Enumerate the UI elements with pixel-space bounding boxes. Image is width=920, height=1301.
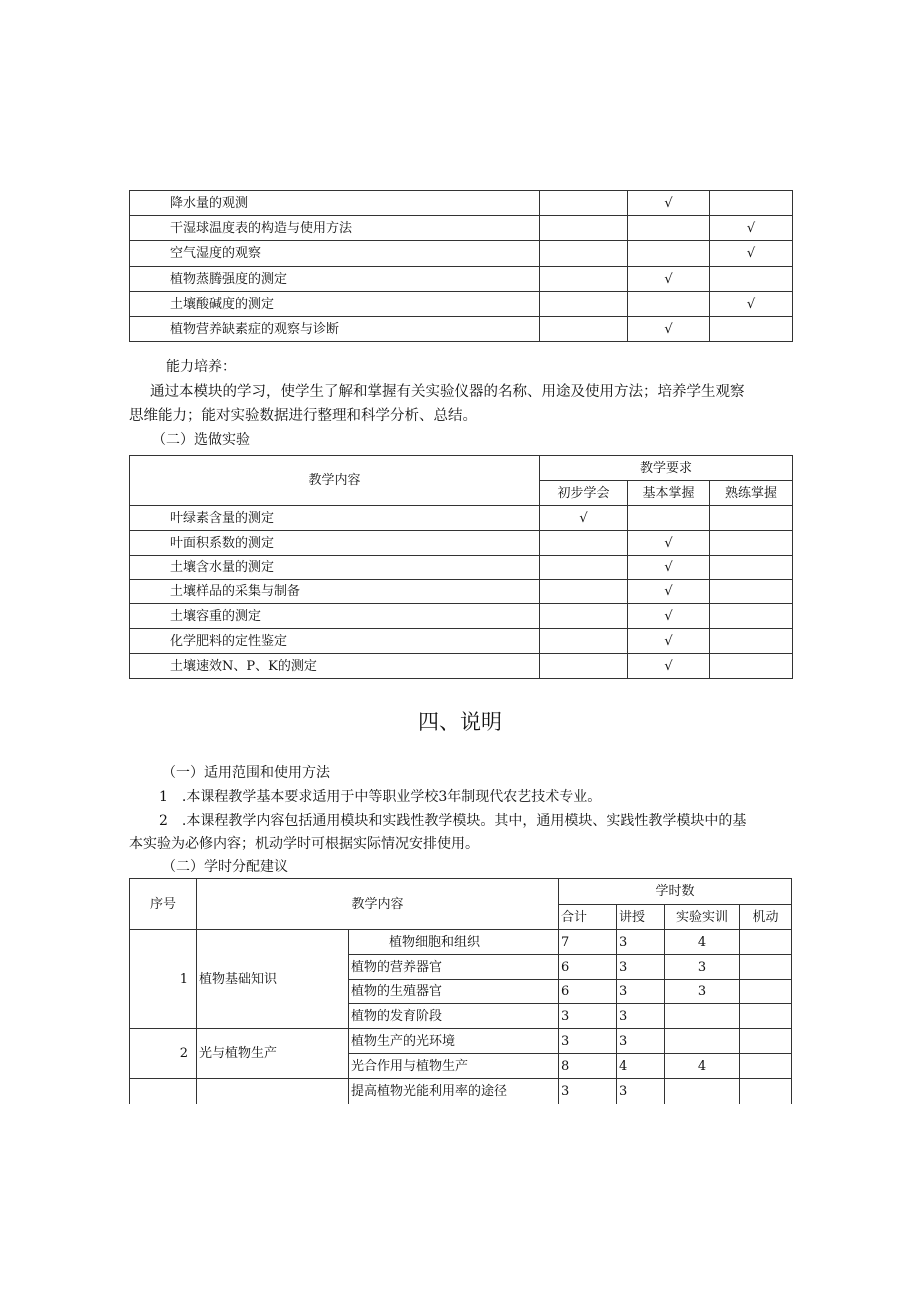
lecture-header: 讲授 bbox=[617, 905, 665, 930]
note-2-line1: 2 .本课程教学内容包括通用模块和实践性教学模块。其中，通用模块、实践性教学模块中的基 bbox=[159, 813, 747, 829]
level-header: 基本掌握 bbox=[628, 481, 710, 506]
experiment-name: 土壤速效N、P、K的测定 bbox=[130, 654, 540, 679]
ability-text-line1: 通过本模块的学习，使学生了解和掌握有关实验仪器的名称、用途及使用方法；培养学生观察 bbox=[150, 384, 745, 400]
check-cell bbox=[540, 556, 628, 580]
lab-hours: 4 bbox=[665, 930, 740, 955]
notes-heading-scope: （一）适用范围和使用方法 bbox=[162, 765, 330, 781]
check-cell: √ bbox=[628, 580, 710, 604]
requirement-header: 教学要求 bbox=[540, 456, 793, 481]
check-cell: √ bbox=[628, 556, 710, 580]
lecture-hours: 3 bbox=[617, 980, 665, 1004]
check-cell bbox=[540, 216, 628, 241]
lab-hours bbox=[665, 1079, 740, 1104]
check-cell: √ bbox=[628, 654, 710, 679]
topic: 光合作用与植物生产 bbox=[349, 1054, 559, 1079]
experiment-name: 空气湿度的观察 bbox=[130, 241, 540, 267]
experiment-name: 干湿球温度表的构造与使用方法 bbox=[130, 216, 540, 241]
experiment-name: 土壤酸碱度的测定 bbox=[130, 292, 540, 317]
group-number: 1 bbox=[130, 930, 197, 1029]
notes-heading-hours: （二）学时分配建议 bbox=[162, 859, 288, 875]
check-cell: √ bbox=[628, 604, 710, 629]
table-row bbox=[130, 506, 793, 531]
level-header: 熟练掌握 bbox=[710, 481, 793, 506]
check-cell bbox=[628, 506, 710, 531]
note-2-line2: 本实验为必修内容；机动学时可根据实际情况安排使用。 bbox=[129, 836, 479, 852]
check-cell bbox=[710, 531, 793, 556]
check-cell bbox=[540, 267, 628, 292]
flex-hours bbox=[740, 1054, 792, 1079]
group-number bbox=[130, 1079, 197, 1104]
experiment-name: 植物蒸腾强度的测定 bbox=[130, 267, 540, 292]
content-header: 教学内容 bbox=[197, 879, 559, 930]
check-cell: √ bbox=[710, 241, 793, 267]
check-cell bbox=[540, 654, 628, 679]
check-cell bbox=[628, 292, 710, 317]
check-cell bbox=[540, 629, 628, 654]
topic: 提高植物光能利用率的途径 bbox=[349, 1079, 559, 1104]
check-cell bbox=[540, 241, 628, 267]
note-1: 1 .本课程教学基本要求适用于中等职业学校3年制现代农艺技术专业。 bbox=[159, 789, 602, 805]
flex-hours bbox=[740, 980, 792, 1004]
total-hours: 6 bbox=[559, 955, 617, 980]
level-header: 初步学会 bbox=[540, 481, 628, 506]
topic: 植物生产的光环境 bbox=[349, 1029, 559, 1054]
required-experiments-table-continued bbox=[129, 190, 793, 342]
lab-hours: 3 bbox=[665, 980, 740, 1004]
table-row bbox=[130, 267, 793, 292]
table-row bbox=[130, 292, 793, 317]
experiment-name: 植物营养缺素症的观察与诊断 bbox=[130, 317, 540, 342]
table-row bbox=[130, 930, 792, 955]
table-row bbox=[130, 191, 793, 216]
total-hours: 8 bbox=[559, 1054, 617, 1079]
total-hours: 3 bbox=[559, 1004, 617, 1029]
ability-heading: 能力培养： bbox=[166, 359, 236, 375]
lab-hours bbox=[665, 1004, 740, 1029]
check-cell: √ bbox=[628, 317, 710, 342]
table-row bbox=[130, 1079, 792, 1104]
total-hours: 7 bbox=[559, 930, 617, 955]
check-cell bbox=[540, 191, 628, 216]
group-name: 植物基础知识 bbox=[197, 930, 349, 1029]
table-row bbox=[130, 629, 793, 654]
section-title: 四、说明 bbox=[418, 710, 502, 734]
group-name: 光与植物生产 bbox=[197, 1029, 349, 1079]
header-row bbox=[130, 456, 793, 481]
table-row bbox=[130, 604, 793, 629]
total-header: 合计 bbox=[559, 905, 617, 930]
check-cell bbox=[540, 292, 628, 317]
check-cell: √ bbox=[710, 216, 793, 241]
table-row bbox=[130, 216, 793, 241]
check-cell bbox=[710, 556, 793, 580]
table-row bbox=[130, 580, 793, 604]
total-hours: 3 bbox=[559, 1029, 617, 1054]
experiment-name: 降水量的观测 bbox=[130, 191, 540, 216]
topic: 植物的生殖器官 bbox=[349, 980, 559, 1004]
check-cell bbox=[710, 629, 793, 654]
total-hours: 3 bbox=[559, 1079, 617, 1104]
topic: 植物的发育阶段 bbox=[349, 1004, 559, 1029]
lab-hours bbox=[665, 1029, 740, 1054]
lab-hours: 4 bbox=[665, 1054, 740, 1079]
check-cell bbox=[710, 317, 793, 342]
lecture-hours: 3 bbox=[617, 955, 665, 980]
experiment-name: 土壤容重的测定 bbox=[130, 604, 540, 629]
lab-header: 实验实训 bbox=[665, 905, 740, 930]
flex-hours bbox=[740, 1029, 792, 1054]
check-cell bbox=[540, 531, 628, 556]
lecture-hours: 3 bbox=[617, 1004, 665, 1029]
experiment-name: 化学肥料的定性鉴定 bbox=[130, 629, 540, 654]
check-cell: √ bbox=[540, 506, 628, 531]
check-cell bbox=[710, 654, 793, 679]
total-hours: 6 bbox=[559, 980, 617, 1004]
experiment-name: 叶绿素含量的测定 bbox=[130, 506, 540, 531]
hours-allocation-table bbox=[129, 878, 792, 1104]
table-row bbox=[130, 654, 793, 679]
check-cell bbox=[540, 317, 628, 342]
check-cell bbox=[540, 604, 628, 629]
content-header: 教学内容 bbox=[130, 456, 540, 506]
check-cell bbox=[540, 580, 628, 604]
check-cell bbox=[710, 604, 793, 629]
experiment-name: 叶面积系数的测定 bbox=[130, 531, 540, 556]
group-number: 2 bbox=[130, 1029, 197, 1079]
check-cell: √ bbox=[710, 292, 793, 317]
lecture-hours: 4 bbox=[617, 1054, 665, 1079]
check-cell: √ bbox=[628, 267, 710, 292]
optional-experiments-heading: （二）选做实验 bbox=[152, 432, 250, 448]
table-row bbox=[130, 531, 793, 556]
table-row bbox=[130, 556, 793, 580]
topic: 植物细胞和组织 bbox=[349, 930, 559, 955]
ability-text-line2: 思维能力；能对实验数据进行整理和科学分析、总结。 bbox=[129, 408, 477, 424]
table-row bbox=[130, 317, 793, 342]
hours-header: 学时数 bbox=[559, 879, 792, 905]
check-cell: √ bbox=[628, 191, 710, 216]
flex-hours bbox=[740, 955, 792, 980]
flex-hours bbox=[740, 1004, 792, 1029]
experiment-name: 土壤样品的采集与制备 bbox=[130, 580, 540, 604]
check-cell bbox=[710, 191, 793, 216]
flex-hours bbox=[740, 1079, 792, 1104]
check-cell bbox=[628, 241, 710, 267]
optional-experiments-table bbox=[129, 455, 793, 679]
experiment-name: 土壤含水量的测定 bbox=[130, 556, 540, 580]
lecture-hours: 3 bbox=[617, 1029, 665, 1054]
flex-header: 机动 bbox=[740, 905, 792, 930]
check-cell bbox=[628, 216, 710, 241]
check-cell bbox=[710, 267, 793, 292]
lecture-hours: 3 bbox=[617, 930, 665, 955]
header-row bbox=[130, 879, 792, 905]
topic: 植物的营养器官 bbox=[349, 955, 559, 980]
lecture-hours: 3 bbox=[617, 1079, 665, 1104]
lab-hours: 3 bbox=[665, 955, 740, 980]
group-name bbox=[197, 1079, 349, 1104]
check-cell bbox=[710, 506, 793, 531]
check-cell: √ bbox=[628, 531, 710, 556]
check-cell: √ bbox=[628, 629, 710, 654]
no-header: 序号 bbox=[130, 879, 197, 930]
table-row bbox=[130, 241, 793, 267]
check-cell bbox=[710, 580, 793, 604]
table-row bbox=[130, 1029, 792, 1054]
flex-hours bbox=[740, 930, 792, 955]
